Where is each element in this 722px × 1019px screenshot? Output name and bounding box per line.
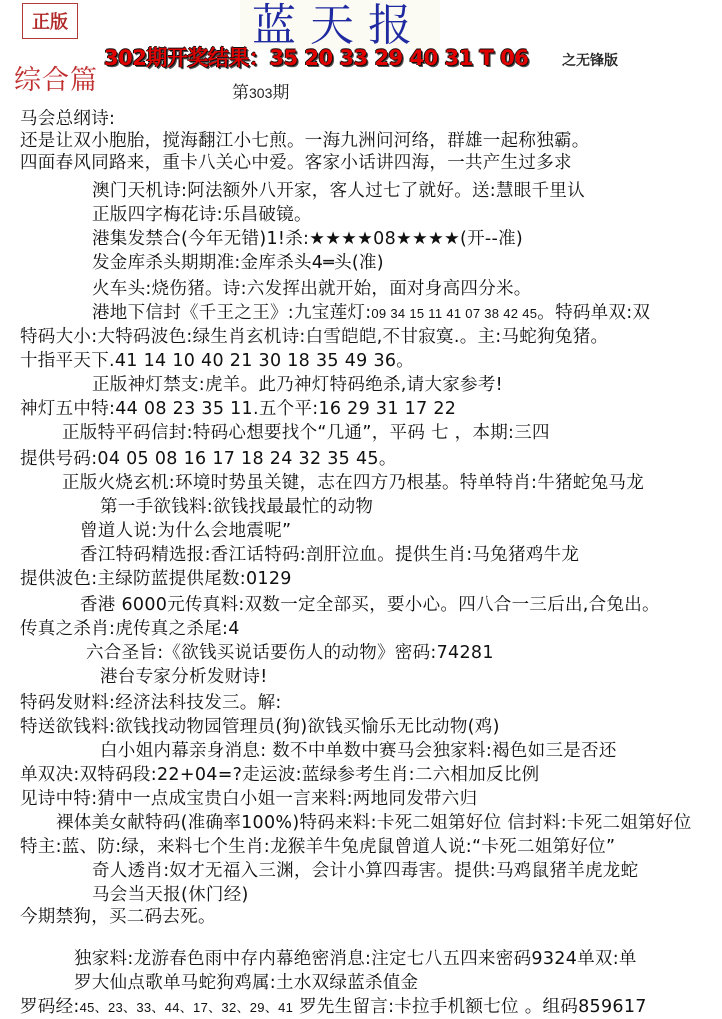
line-text: 提供波色:主绿防蓝提供尾数:0129 [20, 569, 292, 589]
text-line [92, 302, 650, 325]
text-line [74, 972, 418, 994]
text-line [20, 568, 292, 590]
text-line [20, 764, 539, 786]
text-line [100, 666, 268, 688]
result-label: 302期开奖结果： [104, 46, 270, 70]
line-text: 马会当天报(休门经) [92, 885, 249, 905]
issue-value: 303 [249, 85, 273, 101]
text-line [92, 228, 523, 250]
text-line [20, 108, 115, 130]
line-text: 特码发财料:经济法科技发三。解: [20, 693, 282, 713]
line-text: 正版火烧玄机:环境时势虽关键，志在四方乃根基。特单特肖:牛猪蛇兔马龙 [62, 473, 644, 493]
authentic-edition-badge: 正版 [22, 3, 78, 39]
text-line [20, 326, 608, 348]
text-line [20, 130, 590, 152]
text-line [20, 398, 456, 420]
line-numbers: 09 34 15 11 41 07 38 42 45 [371, 306, 538, 321]
issue-number [232, 78, 289, 103]
text-line [20, 692, 282, 714]
text-line [92, 180, 585, 202]
line-text: 香港 6000元传真料:双数一定全部买，要小心。四八合一三后出,合兔出。 [80, 595, 660, 615]
line-suffix: 。特码单双:双 [537, 303, 651, 323]
text-line [100, 740, 617, 762]
section-label: 综合篇 [14, 65, 98, 96]
line-text: 还是让双小胞胎，搅海翻江小七煎。一海九洲问河络，群雄一起称独霸。 [20, 131, 590, 151]
issue-suffix: 期 [272, 83, 290, 103]
previous-draw-result [104, 42, 528, 72]
text-line [74, 948, 637, 970]
text-line [80, 594, 660, 616]
text-line [80, 520, 291, 542]
line-text: 特码大小:大特码波色:绿生肖玄机诗:白雪皑皑,不甘寂寞.。主:马蛇狗兔猪。 [20, 327, 609, 347]
line-text: 特送欲钱料:欲钱找动物园管理员(狗)欲钱买愉乐无比动物(鸡) [20, 717, 500, 737]
line-suffix: 罗先生留言:卡拉手机额七位 。组码859617 [293, 997, 647, 1017]
text-line [92, 278, 532, 300]
text-line [20, 152, 572, 174]
line-text: 白小姐内幕亲身消息: 数不中单数中赛马会独家料:褐色如三是否还 [100, 741, 617, 761]
newspaper-title: 蓝天报 [252, 0, 426, 51]
line-text: 港台专家分析发财诗! [100, 667, 268, 687]
line-text: 六合圣旨:《欲钱买说话要伤人的动物》密码:74281 [86, 643, 494, 663]
line-text: 香江特码精选报:香江话特码:剖肝泣血。提供生肖:马兔猪鸡牛龙 [80, 545, 580, 565]
line-text: 独家料:龙游春色雨中存内幕绝密消息:注定七八五四来密码9324单双:单 [74, 949, 637, 969]
text-line [62, 472, 644, 494]
line-numbers: 45、23、33、44、17、32、29、41 [79, 1000, 294, 1015]
line-text: 神灯五中特:44 08 23 35 11.五个平:16 29 31 17 22 [20, 399, 457, 419]
text-line [20, 350, 414, 372]
text-line [80, 544, 579, 566]
text-line [62, 422, 550, 444]
edition-label: 之无锋版 [562, 53, 618, 69]
text-line [86, 642, 494, 664]
line-text: 澳门天机诗:阿法额外八开家，客人过七了就好。送:慧眼千里认 [92, 181, 585, 201]
issue-prefix: 第 [232, 83, 249, 103]
line-text: 正版四字梅花诗:乐昌破镜。 [92, 205, 312, 225]
text-line [20, 618, 240, 640]
text-line [20, 788, 477, 810]
line-text: 马会总纲诗: [20, 109, 116, 129]
result-numbers: 35 20 33 29 40 31 T 06 [269, 46, 529, 70]
text-line [100, 496, 373, 518]
text-line [92, 860, 638, 882]
text-line [92, 374, 503, 396]
line-text: 第一手欲钱料:欲钱找最最忙的动物 [100, 497, 374, 517]
line-text: 十指平天下.41 14 10 40 21 30 18 35 49 36。 [20, 351, 415, 371]
text-line [20, 906, 216, 928]
line-text: 港地下信封《千王之王》:九宝莲灯: [92, 303, 372, 323]
line-text: 今期禁狗，买二码去死。 [20, 907, 216, 927]
text-line [20, 716, 500, 738]
line-text: 正版特平码信封:特码心想要找个“几通”，平码 七 ，本期:三四 [62, 423, 550, 443]
line-text: 发金库杀头期期准:金库杀头4═头(准) [92, 253, 384, 273]
text-line [20, 448, 397, 470]
line-text: 曾道人说:为什么会地震呢” [80, 521, 292, 541]
line-text: 裸体美女献特码(准确率100%)特码来料:卡死二姐第好位 信封料:卡死二姐第好位 [56, 813, 692, 833]
line-text: 见诗中特:猜中一点成宝贵白小姐一言来料:两地同发带六归 [20, 789, 478, 809]
line-text: 单双决:双特码段:22+04=?走运波:蓝绿参考生肖:二六相加反比例 [20, 765, 540, 785]
line-text: 火车头:烧伤猪。诗:六发挥出就开始，面对身高四分米。 [92, 279, 532, 299]
line-text: 罗大仙点歌单马蛇狗鸡属:土水双绿蓝杀值金 [74, 973, 419, 993]
line-text: 罗码经: [20, 997, 80, 1017]
text-line [92, 252, 384, 274]
line-text: 提供号码:04 05 08 16 17 18 24 32 35 45。 [20, 449, 397, 469]
text-line [56, 812, 692, 834]
line-text: 传真之杀肖:虎传真之杀尾:4 [20, 619, 240, 639]
line-text: 奇人透肖:奴才无福入三渊，会计小算四毒害。提供:马鸡鼠猪羊虎龙蛇 [92, 861, 639, 881]
line-text: 港集发禁合(今年无错)1!杀:★★★★08★★★★(开--准) [92, 229, 524, 249]
line-text: 特主:蓝、防:绿，来料七个生肖:龙猴羊牛兔虎鼠曾道人说:“卡死二姐第好位” [20, 837, 616, 857]
text-line [92, 884, 249, 906]
line-text: 四面春风同路来，重卡八关心中爱。客家小话讲四海，一共产生过多求 [20, 153, 572, 173]
text-line [20, 836, 615, 858]
line-text: 正版神灯禁支:虎羊。此乃神灯特码绝杀,请大家参考! [92, 375, 503, 395]
text-line [92, 204, 312, 226]
